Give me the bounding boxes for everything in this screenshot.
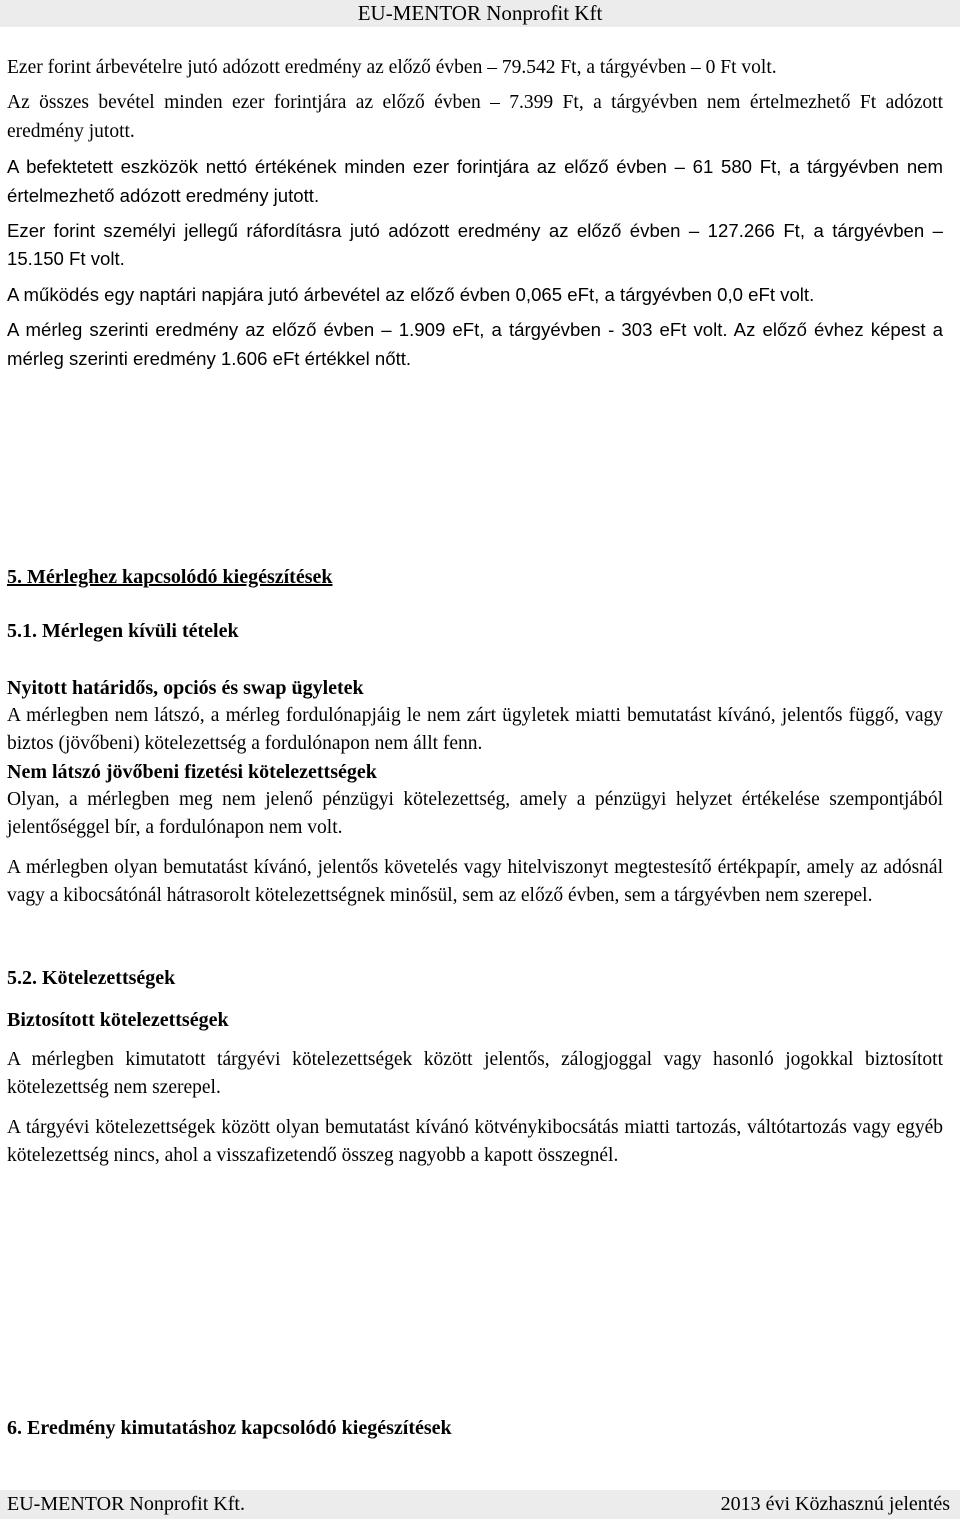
paragraph-income-ratio: Az összes bevétel minden ezer forintjára az előző évben – 7.399 Ft, a tárgyévben nem értelmezhető Ft adózott eredmény jutott. [7, 92, 943, 142]
header-title: EU-MENTOR Nonprofit Kft [357, 1, 603, 25]
section-6-title: 6. Eredmény kimutatáshoz kapcsolódó kiegészítések [7, 1417, 452, 1439]
open-deals-paragraph: A mérlegben nem látszó, a mérleg fordulónapjáig le nem zárt ügyletek miatti bemutatást kívánó, jelentős függő, vagy biztos (jövőbeni) kötelezettség a fordulónapon nem állt fenn. [7, 705, 943, 755]
paragraph-balance-result: A mérleg szerinti eredmény az előző évben – 1.909 eFt, a tárgyévben - 303 eFt volt. Az előző évhez képest a mérleg szerinti eredmény 1.606 eFt értékkel nőtt. [7, 319, 943, 369]
section-5-1-title: 5.1. Mérlegen kívüli tételek [7, 620, 239, 642]
secured-obligations-heading: Biztosított kötelezettségek [7, 1009, 229, 1031]
future-obligations-heading: Nem látszó jövőbeni fizetési kötelezettségek [7, 761, 377, 783]
paragraph-daily-revenue: A működés egy naptári napjára jutó árbevétel az előző évben 0,065 eFt, a tárgyévben 0,0 eFt volt. [7, 283, 815, 305]
footer-report-title: 2013 évi Közhasznú jelentés [720, 1493, 950, 1515]
section-5-2-title: 5.2. Kötelezettségek [7, 967, 176, 989]
ratios-block [7, 54, 943, 380]
paragraph-fixed-assets-ratio: A befektetett eszközök nettó értékének minden ezer forintjára az előző évben – 61 580 Ft, a tárgyévben nem értelmezhető adózott eredmény jutott. [7, 156, 943, 206]
bonds-paragraph: A tárgyévi kötelezettségek között olyan bemutatást kívánó kötvénykibocsátás miatti tartozás, váltótartozás vagy egyéb kötelezettség nincs, ahol a visszafizetendő összeg nagyobb a kapott összegnél. [7, 1117, 943, 1167]
secured-obligations-paragraph: A mérlegben kimutatott tárgyévi kötelezettségek között jelentős, zálogjoggal vagy hasonló jogokkal biztosított kötelezettség nem szerepel. [7, 1049, 943, 1099]
page-header [0, 0, 960, 27]
section-5-title: 5. Mérleghez kapcsolódó kiegészítések [7, 566, 333, 588]
footer-organization: EU-MENTOR Nonprofit Kft. [7, 1493, 245, 1515]
paragraph-revenue-ratio: Ezer forint árbevételre jutó adózott eredmény az előző évben – 79.542 Ft, a tárgyévben – 0 Ft volt. [7, 57, 777, 78]
claims-paragraph: A mérlegben olyan bemutatást kívánó, jelentős követelés vagy hitelviszonyt megtestesítő értékpapír, amely az adósnál vagy a kibocsátónál hátrasorolt kötelezettségnek minősül, sem az előző évben, sem a tárgyévben nem szerepel. [7, 857, 943, 907]
paragraph-personnel-ratio: Ezer forint személyi jellegű ráfordításra jutó adózott eredmény az előző évben – 127.266 Ft, a tárgyévben – 15.150 Ft volt. [7, 220, 943, 270]
future-obligations-paragraph: Olyan, a mérlegben meg nem jelenő pénzügyi kötelezettség, amely a pénzügyi helyzet értékelése szempontjából jelentőséggel bír, a fordulónapon nem volt. [7, 789, 943, 839]
open-deals-heading: Nyitott határidős, opciós és swap ügyletek [7, 677, 364, 699]
page-footer [0, 1490, 960, 1519]
